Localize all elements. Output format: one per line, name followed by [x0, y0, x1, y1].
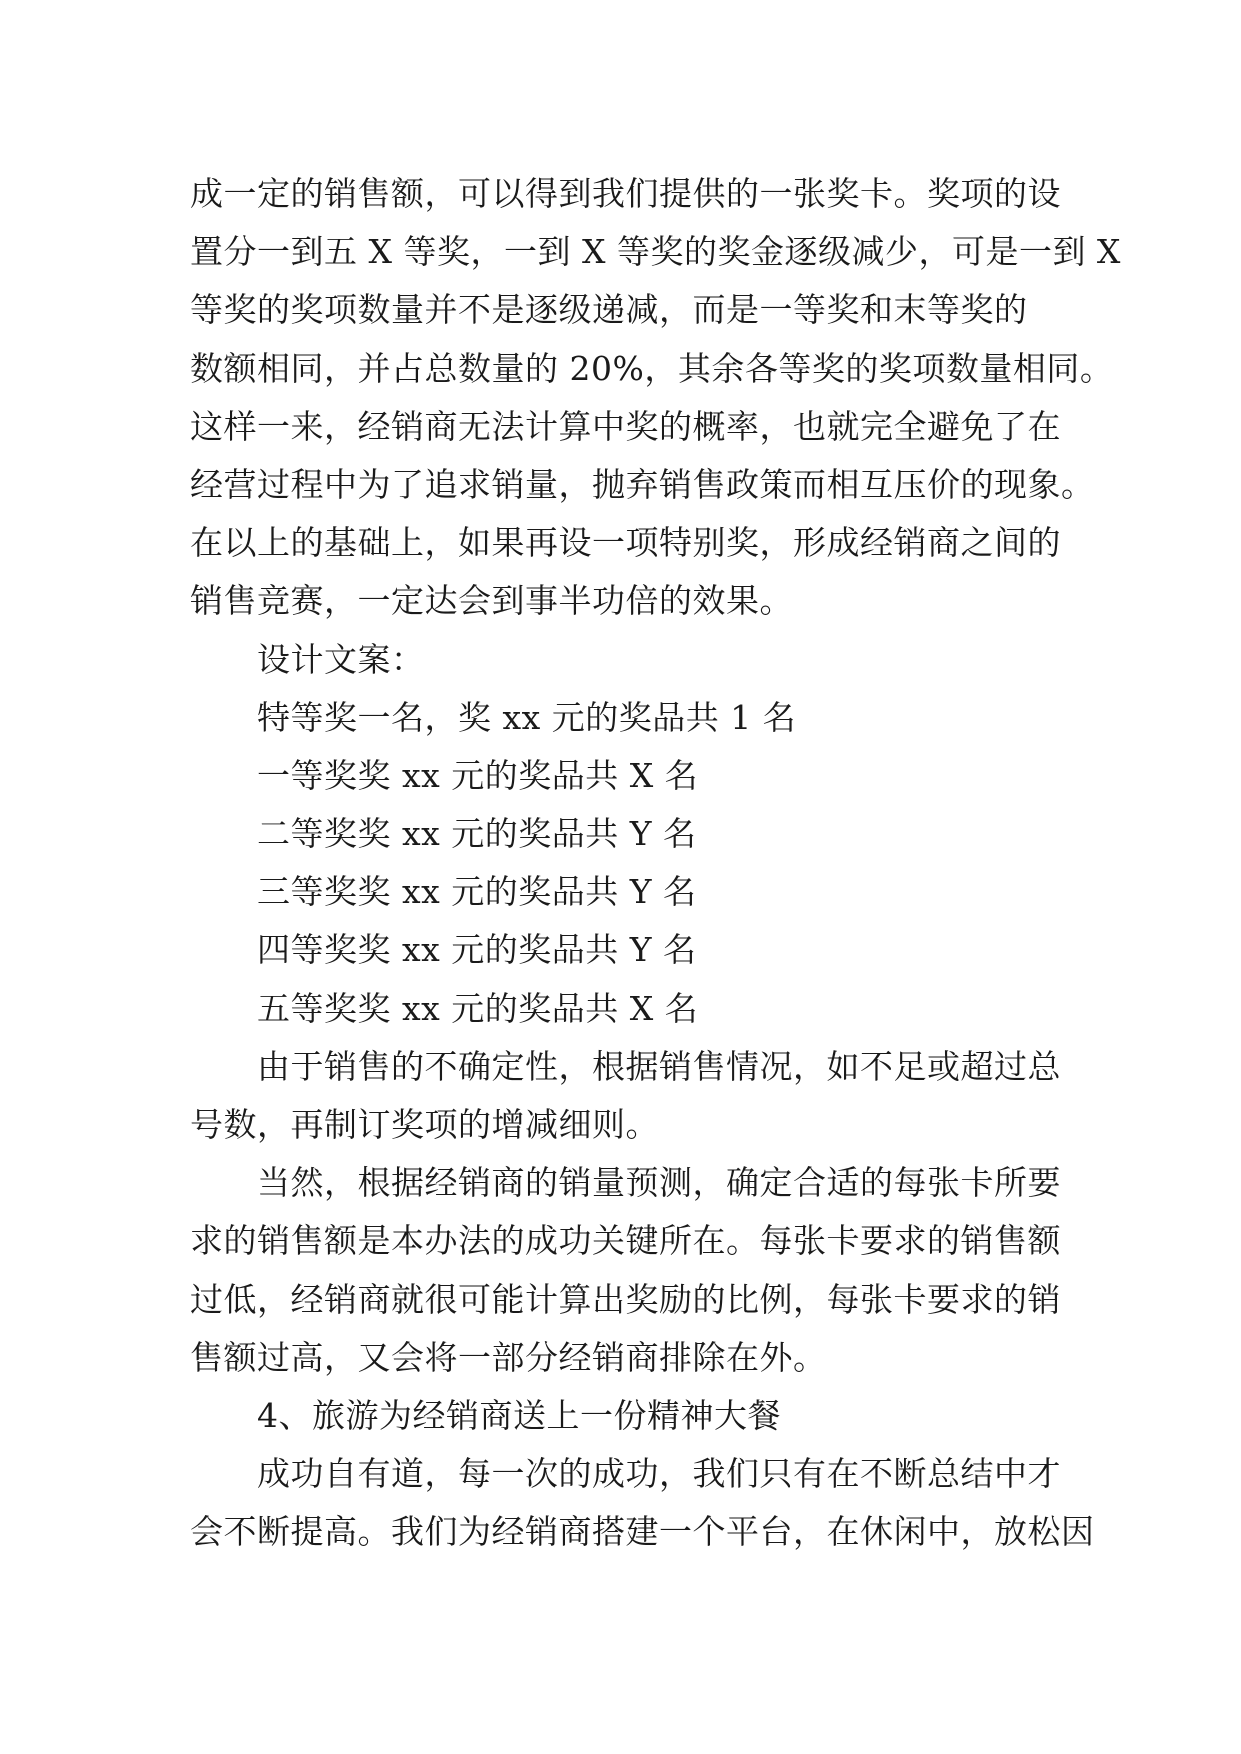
- text-line: 售额过高，又会将一部分经销商排除在外。: [190, 1337, 827, 1377]
- prize-line: 特等奖一名，奖 xx 元的奖品共 1 名: [257, 697, 797, 737]
- prize-line: 二等奖奖 xx 元的奖品共 Y 名: [257, 814, 697, 854]
- text-line: 置分一到五 X 等奖，一到 X 等奖的奖金逐级减少，可是一到 X: [190, 232, 1121, 272]
- prize-line: 五等奖奖 xx 元的奖品共 X 名: [257, 988, 699, 1028]
- text-line: 求的销售额是本办法的成功关键所在。每张卡要求的销售额: [190, 1221, 1061, 1261]
- text-line: 当然，根据经销商的销量预测，确定合适的每张卡所要: [257, 1163, 1061, 1203]
- prize-line: 四等奖奖 xx 元的奖品共 Y 名: [257, 930, 697, 970]
- text-line: 等奖的奖项数量并不是逐级递减，而是一等奖和末等奖的: [190, 290, 1028, 330]
- section-heading: 设计文案：: [257, 639, 425, 679]
- text-line: 会不断提高。我们为经销商搭建一个平台，在休闲中，放松因: [190, 1512, 1095, 1552]
- text-line: 过低，经销商就很可能计算出奖励的比例，每张卡要求的销: [190, 1279, 1061, 1319]
- text-line: 经营过程中为了追求销量，抛弃销售政策而相互压价的现象。: [190, 464, 1095, 504]
- prize-line: 三等奖奖 xx 元的奖品共 Y 名: [257, 872, 697, 912]
- text-line: 由于销售的不确定性，根据销售情况，如不足或超过总: [257, 1046, 1061, 1086]
- body-text: [190, 165, 1121, 1562]
- text-line: 号数，再制订奖项的增减细则。: [190, 1105, 659, 1144]
- prize-line: 一等奖奖 xx 元的奖品共 X 名: [257, 755, 699, 795]
- text-line: 成一定的销售额，可以得到我们提供的一张奖卡。奖项的设: [190, 174, 1061, 213]
- text-line: 这样一来，经销商无法计算中奖的概率，也就完全避免了在: [190, 406, 1061, 446]
- text-line: 成功自有道，每一次的成功，我们只有在不断总结中才: [257, 1454, 1061, 1494]
- text-line: 数额相同，并占总数量的 20%，其余各等奖的奖项数量相同。: [190, 348, 1114, 388]
- text-line: 销售竞赛，一定达会到事半功倍的效果。: [190, 581, 793, 621]
- section-heading: 4、旅游为经销商送上一份精神大餐: [257, 1395, 781, 1435]
- text-line: 在以上的基础上，如果再设一项特别奖，形成经销商之间的: [190, 523, 1061, 563]
